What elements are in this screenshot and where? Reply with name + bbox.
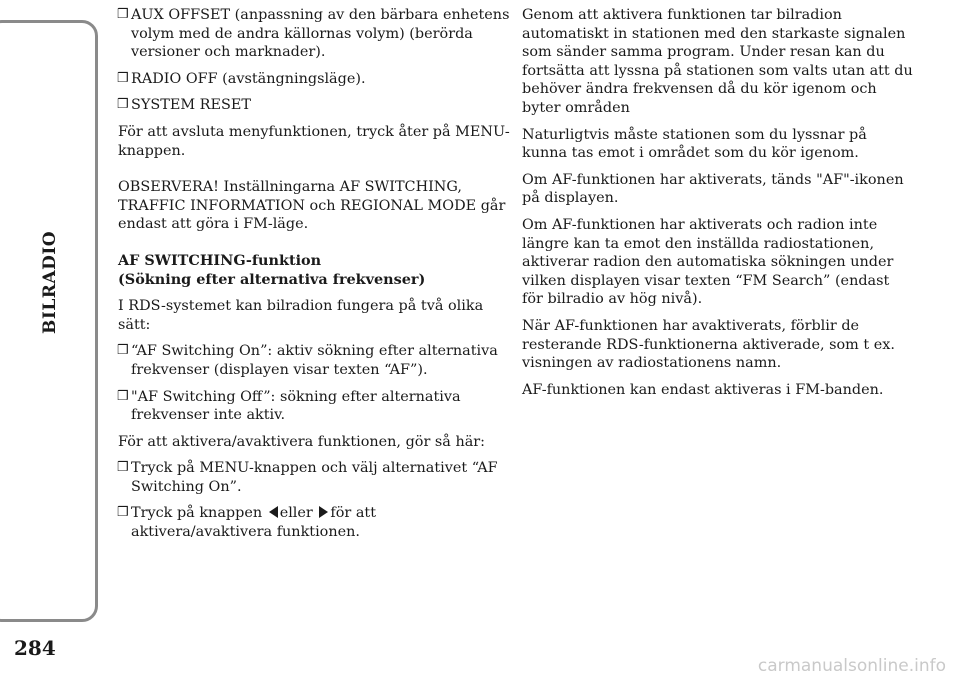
checkbox-bullet-icon: ❒ [117, 343, 129, 359]
checkbox-bullet-icon: ❒ [117, 460, 129, 476]
arrow-left-icon [269, 506, 278, 518]
arrow-right-icon [319, 506, 328, 518]
paragraph: För att aktivera/avaktivera funktionen, gör så här: [118, 433, 486, 450]
checkbox-bullet-icon: ❒ [117, 388, 129, 404]
list-item: ❒ “AF Switching On”: aktiv sökning efter alternativa frekvenser (displayen visar texten “AF”). [117, 343, 498, 378]
paragraph: Naturligtvis måste stationen som du lyssnar på kunna tas emot i området som du kör igenom. [522, 126, 867, 162]
left-column [118, 6, 512, 550]
section-heading: AF SWITCHING-funktion (Sökning efter alternativa frekvenser) [118, 251, 426, 288]
checkbox-bullet-icon: ❒ [117, 97, 129, 113]
note-paragraph: OBSERVERA! Inställningarna AF SWITCHING, TRAFFIC INFORMATION och REGIONAL MODE går endast att göra i FM-läge. [118, 179, 506, 233]
list-item: ❒ Tryck på knappen eller för att aktivera/avaktivera funktionen. [117, 505, 376, 541]
checkbox-bullet-icon: ❒ [117, 7, 129, 22]
checkbox-bullet-icon: ❒ [117, 505, 129, 521]
section-label: BILRADIO [40, 230, 60, 334]
paragraph: När AF-funktionen har avaktiverats, förblir de resterande RDS-funktionerna aktiverade, som t ex. visningen av radiostationens namn. [522, 317, 895, 372]
paragraph: Genom att aktivera funktionen tar bilradion automatiskt in stationen med den starkaste signalen som sänder samma program. Under resan kan du fortsätta att lyssna på stationen som valts utan att du behöver ändra frekvensen då du kör igenom och byter områden [522, 7, 913, 116]
list-item: ❒ Tryck på MENU-knappen och välj alternativet “AF Switching On”. [117, 460, 498, 495]
paragraph: För att avsluta menyfunktionen, tryck åter på MENU-knappen. [118, 123, 510, 159]
list-item: ❒ SYSTEM RESET [117, 97, 251, 114]
list-item: ❒ AUX OFFSET (anpassning av den bärbara enhetens volym med de andra källornas volym) (berörda versioner och marknader). [117, 7, 510, 61]
list-item: ❒ "AF Switching Off”: sökning efter alternativa frekvenser inte aktiv. [117, 388, 461, 424]
paragraph: AF-funktionen kan endast aktiveras i FM-banden. [522, 381, 884, 398]
watermark: carmanualsonline.info [757, 656, 946, 676]
list-item: ❒ RADIO OFF (avstängningsläge). [117, 70, 366, 87]
paragraph: Om AF-funktionen har aktiverats, tänds "AF"-ikonen på displayen. [522, 171, 904, 207]
right-column [522, 6, 914, 407]
checkbox-bullet-icon: ❒ [117, 70, 129, 86]
paragraph: I RDS-systemet kan bilradion fungera på två olika sätt: [118, 298, 484, 333]
page-number: 284 [14, 636, 56, 660]
paragraph: Om AF-funktionen har aktiverats och radion inte längre kan ta emot den inställda radiostationen, aktiverar radion den automatiska sökningen under vilken displayen visar texten “FM Search” (endast för bilradio av hög nivå). [522, 216, 894, 308]
